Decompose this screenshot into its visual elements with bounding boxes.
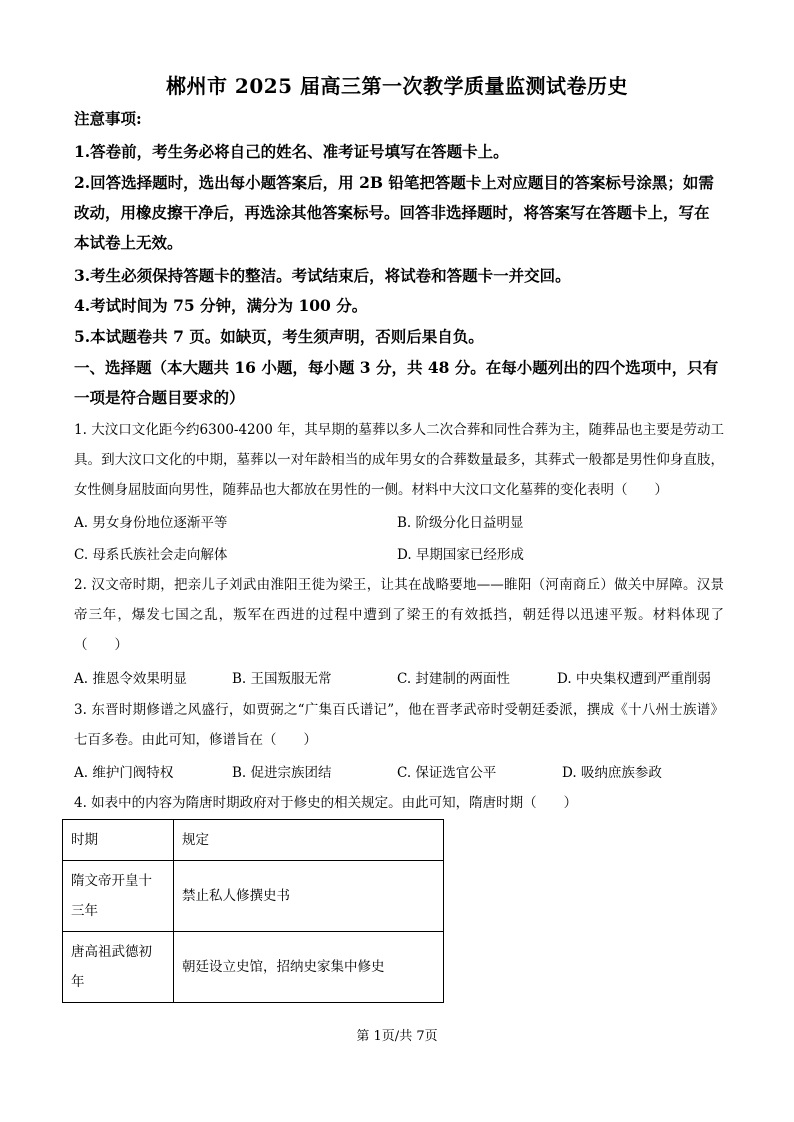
table-header-period: 时期 [63,820,174,861]
q3-option-d[interactable]: D. 吸纳庶族参政 [562,765,662,781]
q1-option-d[interactable]: D. 早期国家已经形成 [397,547,524,563]
question-3-stem: 3. 东晋时期修谱之风盛行，如贾弼之“广集百氏谱记”，他在晋孝武帝时受朝廷委派，撰成《十八州士族谱》七百多卷。由此可知，修谱旨在（ ） [74,702,724,748]
q2-option-a[interactable]: A. 推恩令效果明显 [74,671,187,687]
question-1-stem: 1. 大汶口文化距今约6300-4200 年，其早期的墓葬以多人二次合葬和同性合葬为主，随葬品也主要是劳动工具。到大汶口文化的中期，墓葬以一对年龄相当的成年男女的合葬数量最多，其葬式一般都是男性仰身直肢，女性侧身屈肢面向男性，随葬品也大都放在男性的一侧。材料中大汶口文化墓葬的变化表明（ ） [74,422,724,498]
notice-heading: 注意事项: [74,109,142,128]
question-2-stem: 2. 汉文帝时期，把亲儿子刘武由淮阳王徙为梁王，让其在战略要地——睢阳（河南商丘）做关中屏障。汉景帝三年，爆发七国之乱，叛军在西进的过程中遭到了梁王的有效抵挡，朝廷得以迅速平叛。材料体现了（ ） [74,577,724,653]
page-number: 第 1页/共 7页 [356,1029,438,1044]
table-header-row [63,820,444,861]
q1-option-a[interactable]: A. 男女身份地位逐渐平等 [74,515,228,531]
table-cell-period: 隋文帝开皇十三年 [63,861,174,932]
table-cell-period: 唐高祖武德初年 [63,932,174,1003]
q3-option-c[interactable]: C. 保证选官公平 [397,765,497,781]
notice-item-3: 3.考生必须保持答题卡的整洁。考试结束后，将试卷和答题卡一并交回。 [74,266,571,285]
notice-item-1: 1.答卷前，考生务必将自己的姓名、准考证号填写在答题卡上。 [74,142,509,161]
exam-title: 郴州市 2025 届高三第一次教学质量监测试卷历史 [165,74,629,98]
q2-option-c[interactable]: C. 封建制的两面性 [397,671,510,687]
q1-option-c[interactable]: C. 母系氏族社会走向解体 [74,547,228,563]
regulations-table [62,819,444,1003]
notice-item-5: 5.本试题卷共 7 页。如缺页，考生须声明，否则后果自负。 [74,327,484,346]
q2-option-b[interactable]: B. 王国叛服无常 [232,671,332,687]
table-cell-rule: 朝廷设立史馆，招纳史家集中修史 [174,932,444,1003]
q3-option-b[interactable]: B. 促进宗族团结 [232,765,332,781]
q1-option-b[interactable]: B. 阶级分化日益明显 [397,515,524,531]
q3-option-a[interactable]: A. 维护门阀特权 [74,765,174,781]
table-row [63,861,444,932]
question-4-stem: 4. 如表中的内容为隋唐时期政府对于修史的相关规定。由此可知，隋唐时期（ ） [74,795,578,811]
notice-item-2: 2.回答选择题时，选出每小题答案后，用 2B 铅笔把答题卡上对应题目的答案标号涂黑；如需改动，用橡皮擦干净后，再选涂其他答案标号。回答非选择题时，将答案写在答题卡上，写在本试卷上无效。 [74,173,714,252]
notice-item-4: 4.考试时间为 75 分钟，满分为 100 分。 [74,296,368,315]
table-header-rule: 规定 [174,820,444,861]
table-cell-rule: 禁止私人修撰史书 [174,861,444,932]
section-heading: 一、选择题（本大题共 16 小题，每小题 3 分，共 48 分。在每小题列出的四个选项中，只有一项是符合题目要求的） [74,358,719,407]
table-row [63,932,444,1003]
q2-option-d[interactable]: D. 中央集权遭到严重削弱 [557,671,711,687]
